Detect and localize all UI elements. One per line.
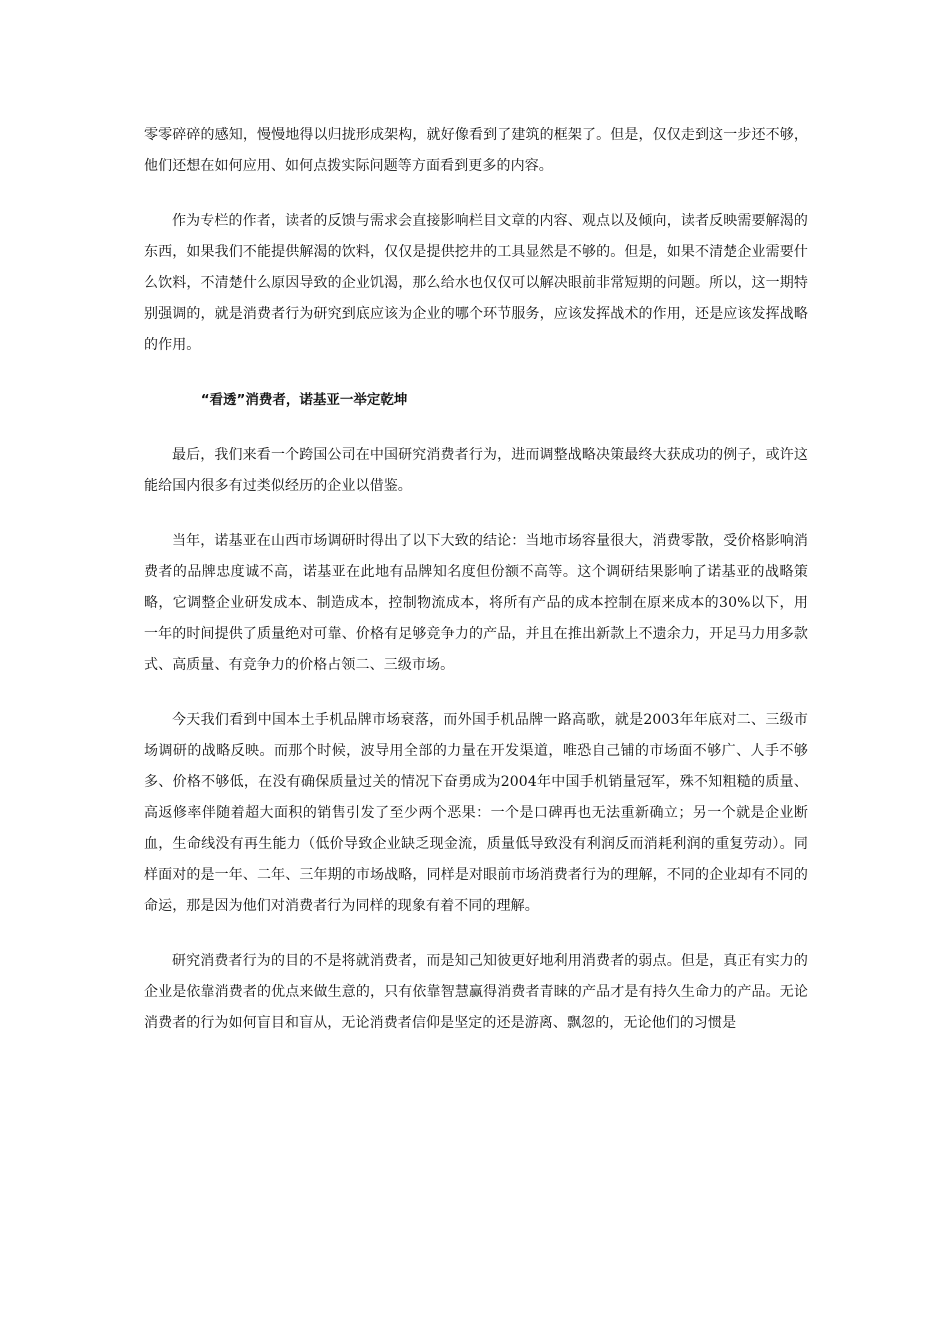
paragraph-continuation: 零零碎碎的感知，慢慢地得以归拢形成架构，就好像看到了建筑的框架了。但是，仅仅走到这一步还不够，他们还想在如何应用、如何点拨实际问题等方面看到更多的内容。	[144, 127, 808, 174]
document-page	[144, 120, 808, 1063]
paragraph-market-comparison: 今天我们看到中国本土手机品牌市场衰落，而外国手机品牌一路高歌，就是2003年年底对二、三级市场调研的战略反映。而那个时候，波导用全部的力量在开发渠道，唯恐自己铺的市场面不够广、人手不够多、价格不够低，在没有确保质量过关的情况下奋勇成为2004年中国手机销量冠军，殊不知粗糙的质量、高返修率伴随着超大面积的销售引发了至少两个恶果：一个是口碑再也无法重新确立；另一个就是企业断血，生命线没有再生能力（低价导致企业缺乏现金流，质量低导致没有利润反而消耗利润的重复劳动）。同样面对的是一年、二年、三年期的市场战略，同样是对眼前市场消费者行为的理解，不同的企业却有不同的命运，那是因为他们对消费者行为同样的现象有着不同的理解。	[144, 712, 808, 914]
paragraph-nokia-intro: 最后，我们来看一个跨国公司在中国研究消费者行为，进而调整战略决策最终大获成功的例子，或许这能给国内很多有过类似经历的企业以借鉴。	[144, 447, 808, 494]
paragraph-columnist-note: 作为专栏的作者，读者的反馈与需求会直接影响栏目文章的内容、观点以及倾向，读者反映需要解渴的东西，如果我们不能提供解渴的饮料，仅仅是提供挖井的工具显然是不够的。但是，如果不清楚企业需要什么饮料，不清楚什么原因导致的企业饥渴，那么给水也仅仅可以解决眼前非常短期的问题。所以，这一期特别强调的，就是消费者行为研究到底应该为企业的哪个环节服务，应该发挥战术的作用，还是应该发挥战略的作用。	[144, 213, 808, 353]
paragraph-research-purpose: 研究消费者行为的目的不是将就消费者，而是知己知彼更好地利用消费者的弱点。但是，真正有实力的企业是依靠消费者的优点来做生意的，只有依靠智慧赢得消费者青睐的产品才是有持久生命力的产品。无论消费者的行为如何盲目和盲从，无论消费者信仰是坚定的还是游离、飘忽的，无论他们的习惯是	[144, 953, 808, 1031]
paragraph-nokia-research: 当年，诺基亚在山西市场调研时得出了以下大致的结论：当地市场容量很大，消费零散，受价格影响消费者的品牌忠度诚不高，诺基亚在此地有品牌知名度但份额不高等。这个调研结果影响了诺基亚的战略策略，它调整企业研发成本、制造成本，控制物流成本，将所有产品的成本控制在原来成本的30%以下，用一年的时间提供了质量绝对可靠、价格有足够竞争力的产品，并且在推出新款上不遗余力，开足马力用多款式、高质量、有竞争力的价格占领二、三级市场。	[144, 533, 808, 673]
section-heading: “看透”消费者，诺基亚一举定乾坤	[200, 392, 408, 408]
